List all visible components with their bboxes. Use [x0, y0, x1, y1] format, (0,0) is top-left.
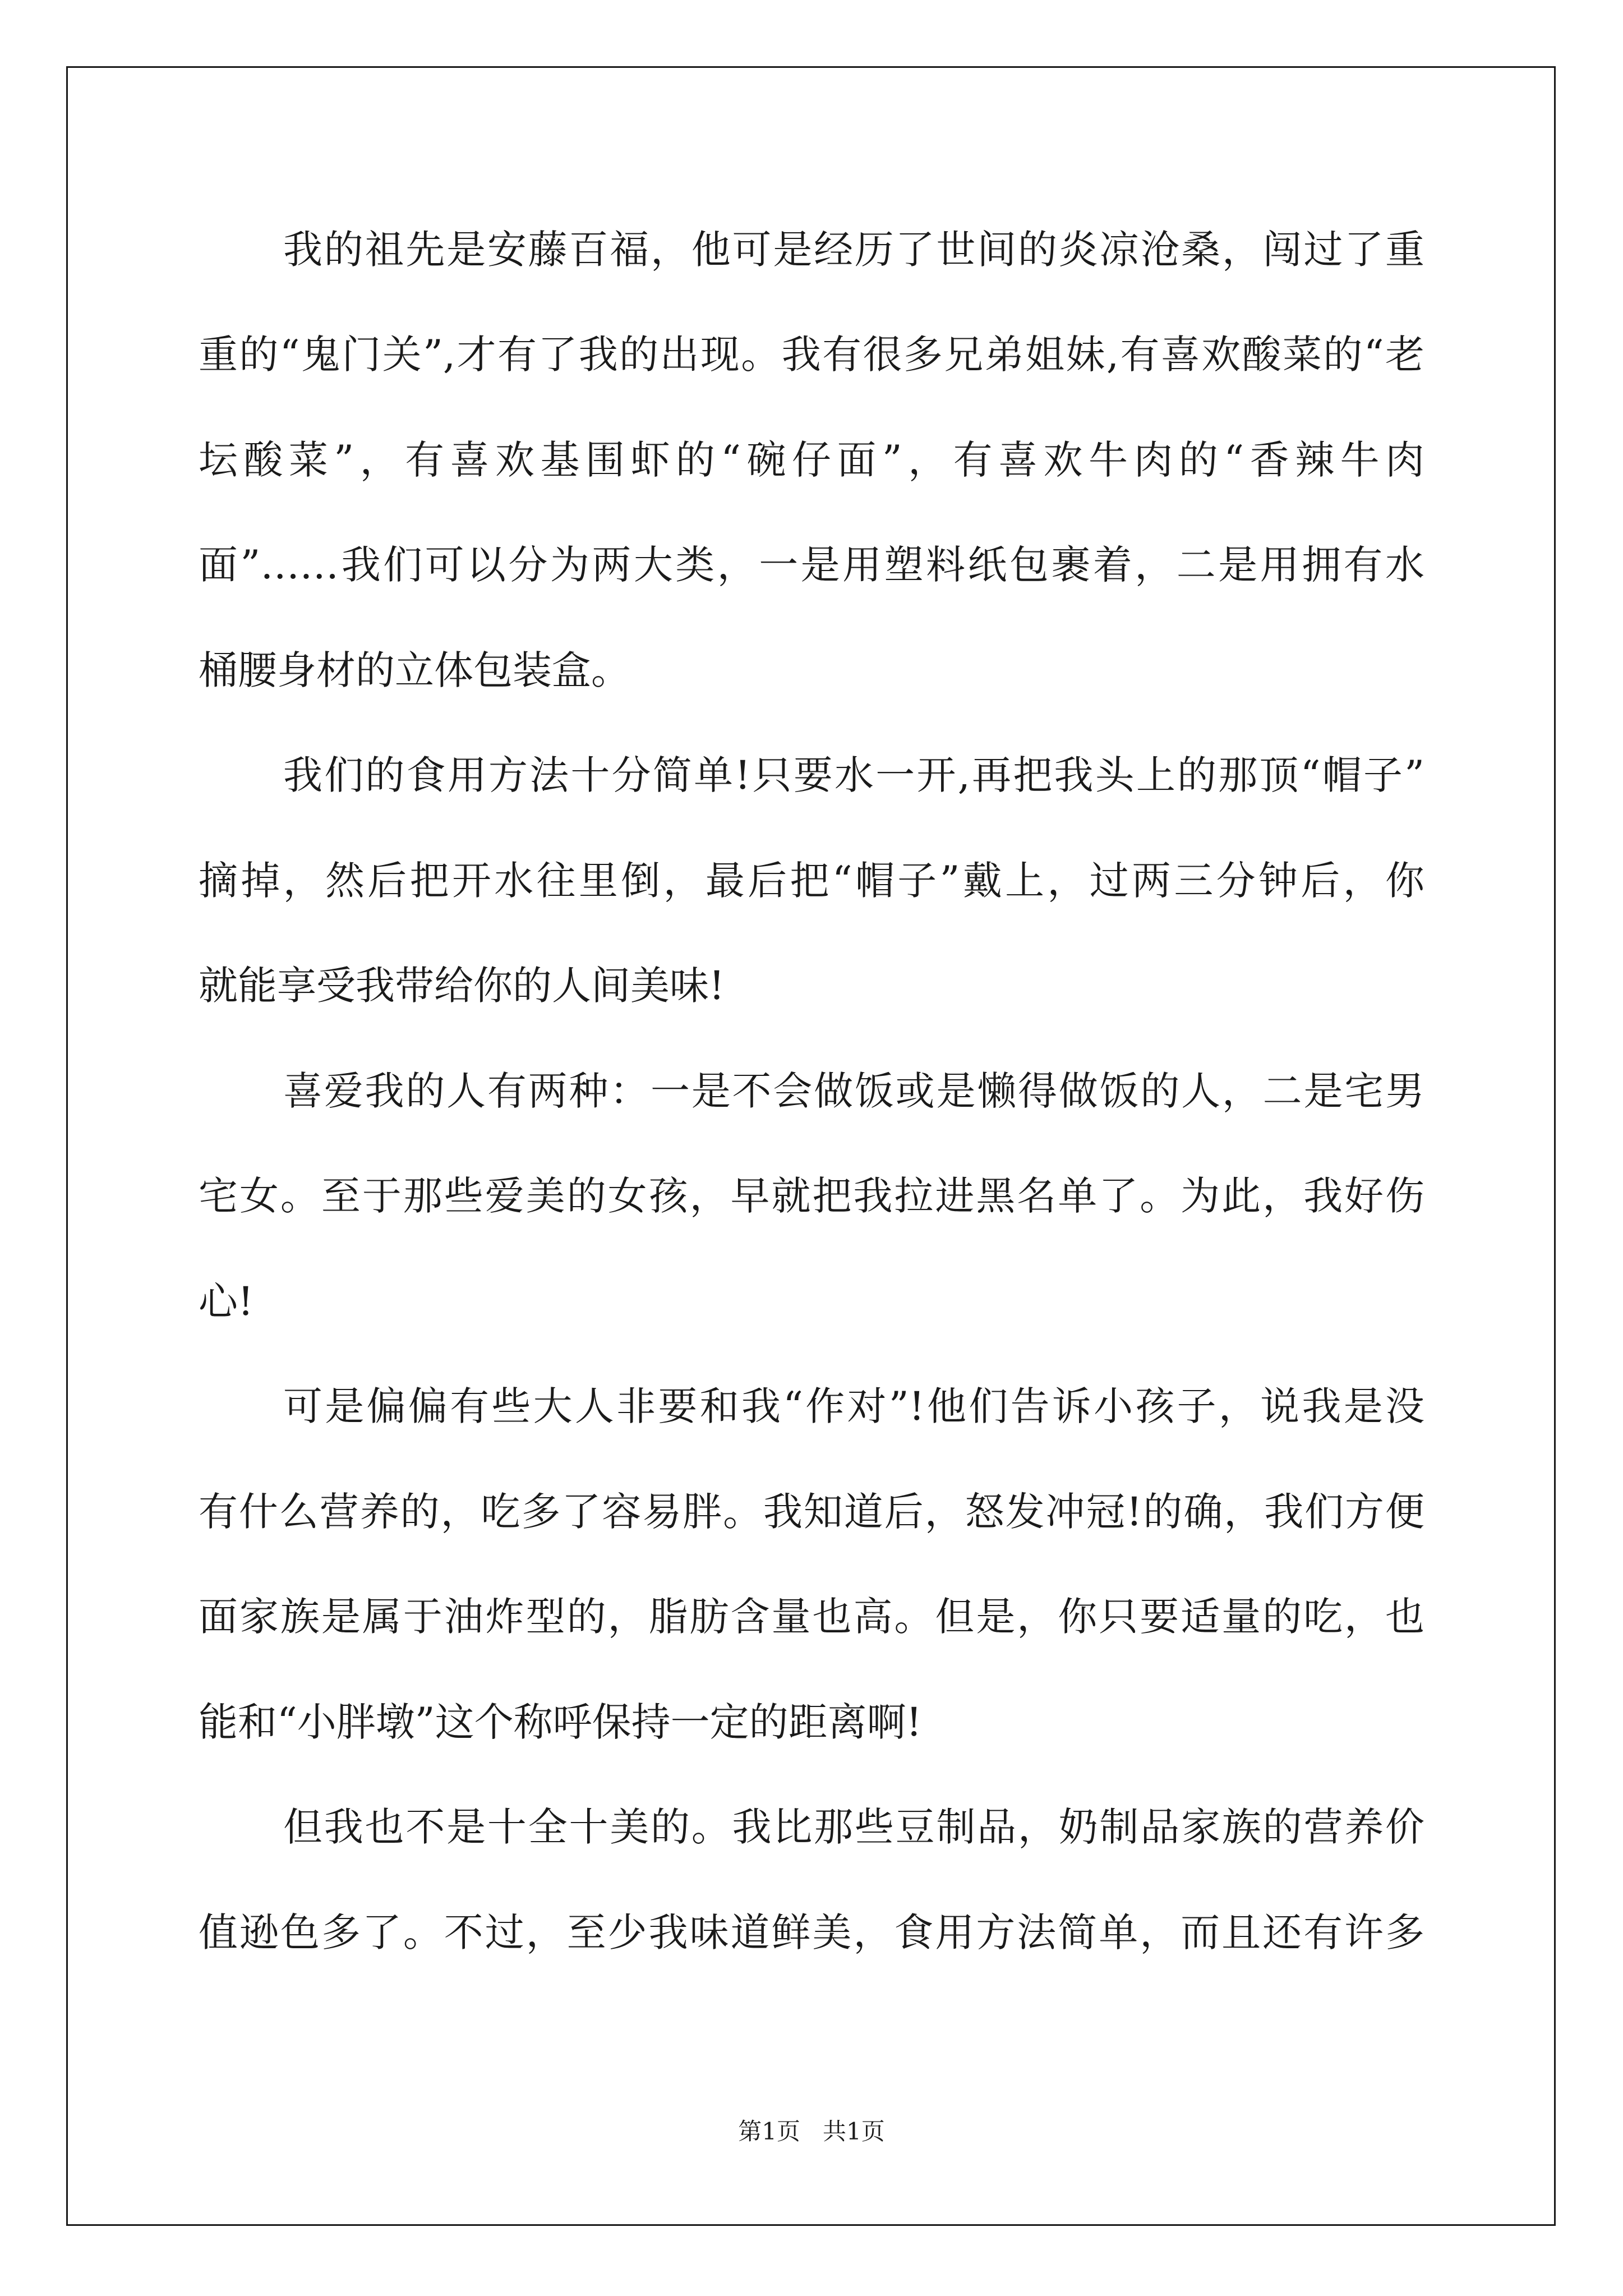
line-13: 有什么营养的，吃多了容易胖。我知道后，怒发冲冠!的确，我们方便 [199, 1489, 1424, 1535]
page-number-footer: 第1页 共1页 [738, 2118, 885, 2145]
line-7: 摘掉，然后把开水往里倒，最后把“帽子”戴上，过两三分钟后，你 [199, 858, 1424, 904]
line-8: 就能享受我带给你的人间美味! [199, 963, 725, 1009]
line-5: 桶腰身材的立体包装盒。 [199, 647, 630, 693]
line-16: 但我也不是十全十美的。我比那些豆制品，奶制品家族的营养价 [283, 1804, 1424, 1850]
line-4: 面”……我们可以分为两大类，一是用塑料纸包裹着，二是用拥有水 [199, 542, 1424, 588]
line-12: 可是偏偏有些大人非要和我“作对”!他们告诉小孩子，说我是没 [283, 1383, 1424, 1429]
line-17: 值逊色多了。不过，至少我味道鲜美，食用方法简单，而且还有许多 [199, 1910, 1424, 1955]
line-14: 面家族是属于油炸型的，脂肪含量也高。但是，你只要适量的吃，也 [199, 1594, 1424, 1640]
line-6: 我们的食用方法十分简单!只要水一开,再把我头上的那顶“帽子” [283, 752, 1424, 798]
page-border [66, 66, 1556, 2226]
line-15: 能和“小胖墩”这个称呼保持一定的距离啊! [199, 1699, 922, 1745]
line-2: 重的“鬼门关”,才有了我的出现。我有很多兄弟姐妹,有喜欢酸菜的“老 [199, 332, 1424, 378]
line-9: 喜爱我的人有两种：一是不会做饭或是懒得做饭的人，二是宅男 [283, 1068, 1424, 1114]
line-11: 心! [199, 1278, 254, 1324]
line-3: 坛酸菜”，有喜欢基围虾的“碗仔面”，有喜欢牛肉的“香辣牛肉 [199, 437, 1424, 483]
line-10: 宅女。至于那些爱美的女孩，早就把我拉进黑名单了。为此，我好伤 [199, 1173, 1424, 1219]
line-1: 我的祖先是安藤百福，他可是经历了世间的炎凉沧桑，闯过了重 [283, 227, 1424, 273]
